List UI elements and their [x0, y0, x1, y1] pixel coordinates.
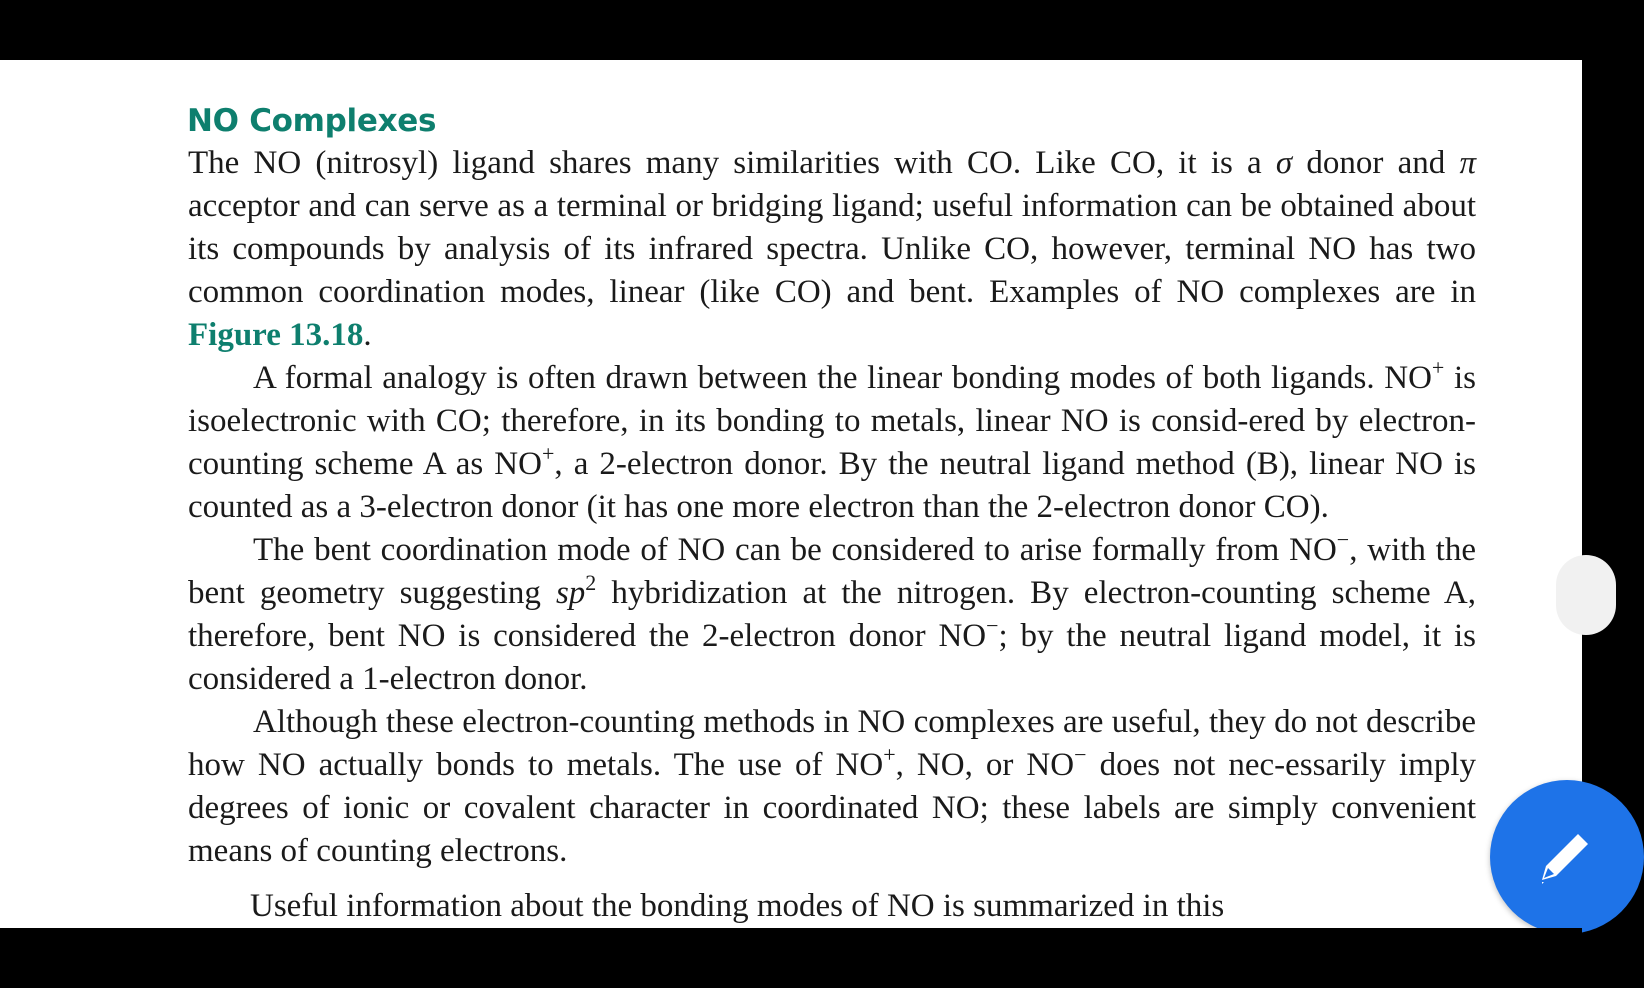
- p2-text-c: , a 2-electron donor. By the neutral ligand method (B), linear NO is counted as a 3-electron donor (it has one more electron than the 2-electron donor CO).: [188, 446, 1476, 525]
- partial-text-line: [250, 888, 1480, 928]
- side-scroll-handle[interactable]: [1556, 555, 1616, 635]
- p3-text-c: hybridization at the nitrogen. By electron-counting scheme A, therefore, bent NO is considered the 2-electron donor NO: [188, 575, 1476, 654]
- p3-text-b: , with the bent geometry suggesting: [188, 532, 1476, 611]
- top-black-bar: [0, 0, 1582, 60]
- p4-text-b: , NO, or NO: [895, 747, 1075, 783]
- p3-superscript-3: −: [986, 613, 999, 638]
- document-page[interactable]: [0, 60, 1582, 928]
- edit-button[interactable]: [1490, 780, 1644, 934]
- text-content: [188, 100, 1476, 873]
- p1-text-a: The NO (nitrosyl) ligand shares many similarities with CO. Like CO, it is a: [188, 145, 1276, 181]
- p1-text-b: donor and: [1292, 145, 1460, 181]
- bottom-black-bar: [0, 928, 1582, 988]
- p2-text-b: is isoelectronic with CO; therefore, in its bonding to metals, linear NO is consid-ered by electron-counting scheme A as NO: [188, 360, 1476, 482]
- p3-superscript-1: −: [1336, 527, 1350, 552]
- sigma-symbol: σ: [1275, 145, 1293, 181]
- paragraph-3: [188, 529, 1476, 701]
- figure-reference-link[interactable]: Figure 13.18: [188, 317, 364, 353]
- paragraph-4: [188, 701, 1476, 873]
- paragraph-1: [188, 142, 1476, 357]
- p2-superscript-1: +: [1431, 355, 1445, 380]
- p2-text-a: A formal analogy is often drawn between the linear bonding modes of both ligands. NO: [253, 360, 1432, 396]
- p4-superscript-2: −: [1074, 742, 1087, 767]
- p4-text-c: does not nec-essarily imply degrees of ionic or covalent character in coordinated NO; these labels are simply convenient means of counting electrons.: [188, 747, 1476, 869]
- p1-text-c: acceptor and can serve as a terminal or bridging ligand; useful information can be obtained about its compounds by analysis of its infrared spectra. Unlike CO, however, terminal NO has two common coordination modes, linear (like CO) and bent. Examples of NO complexes are in: [188, 188, 1476, 310]
- p5-partial-text: Useful information about the bonding modes of NO is summarized in this: [250, 888, 1225, 924]
- p4-superscript-1: +: [883, 742, 896, 767]
- p3-text-a: The bent coordination mode of NO can be considered to arise formally from NO: [253, 532, 1337, 568]
- p3-superscript-2: 2: [585, 570, 597, 595]
- pi-symbol: π: [1459, 145, 1476, 181]
- p1-text-d: .: [363, 317, 372, 353]
- p2-superscript-2: +: [541, 441, 555, 466]
- p4-text-a: Although these electron-counting methods in NO complexes are useful, they do not describe how NO actually bonds to metals. The use of NO: [188, 704, 1476, 783]
- p3-text-d: ; by the neutral ligand model, it is considered a 1-electron donor.: [188, 618, 1476, 697]
- sp-italic: sp: [555, 575, 586, 611]
- pencil-icon: [1530, 822, 1594, 892]
- paragraph-2: [188, 357, 1476, 529]
- section-heading: NO Complexes: [187, 103, 437, 139]
